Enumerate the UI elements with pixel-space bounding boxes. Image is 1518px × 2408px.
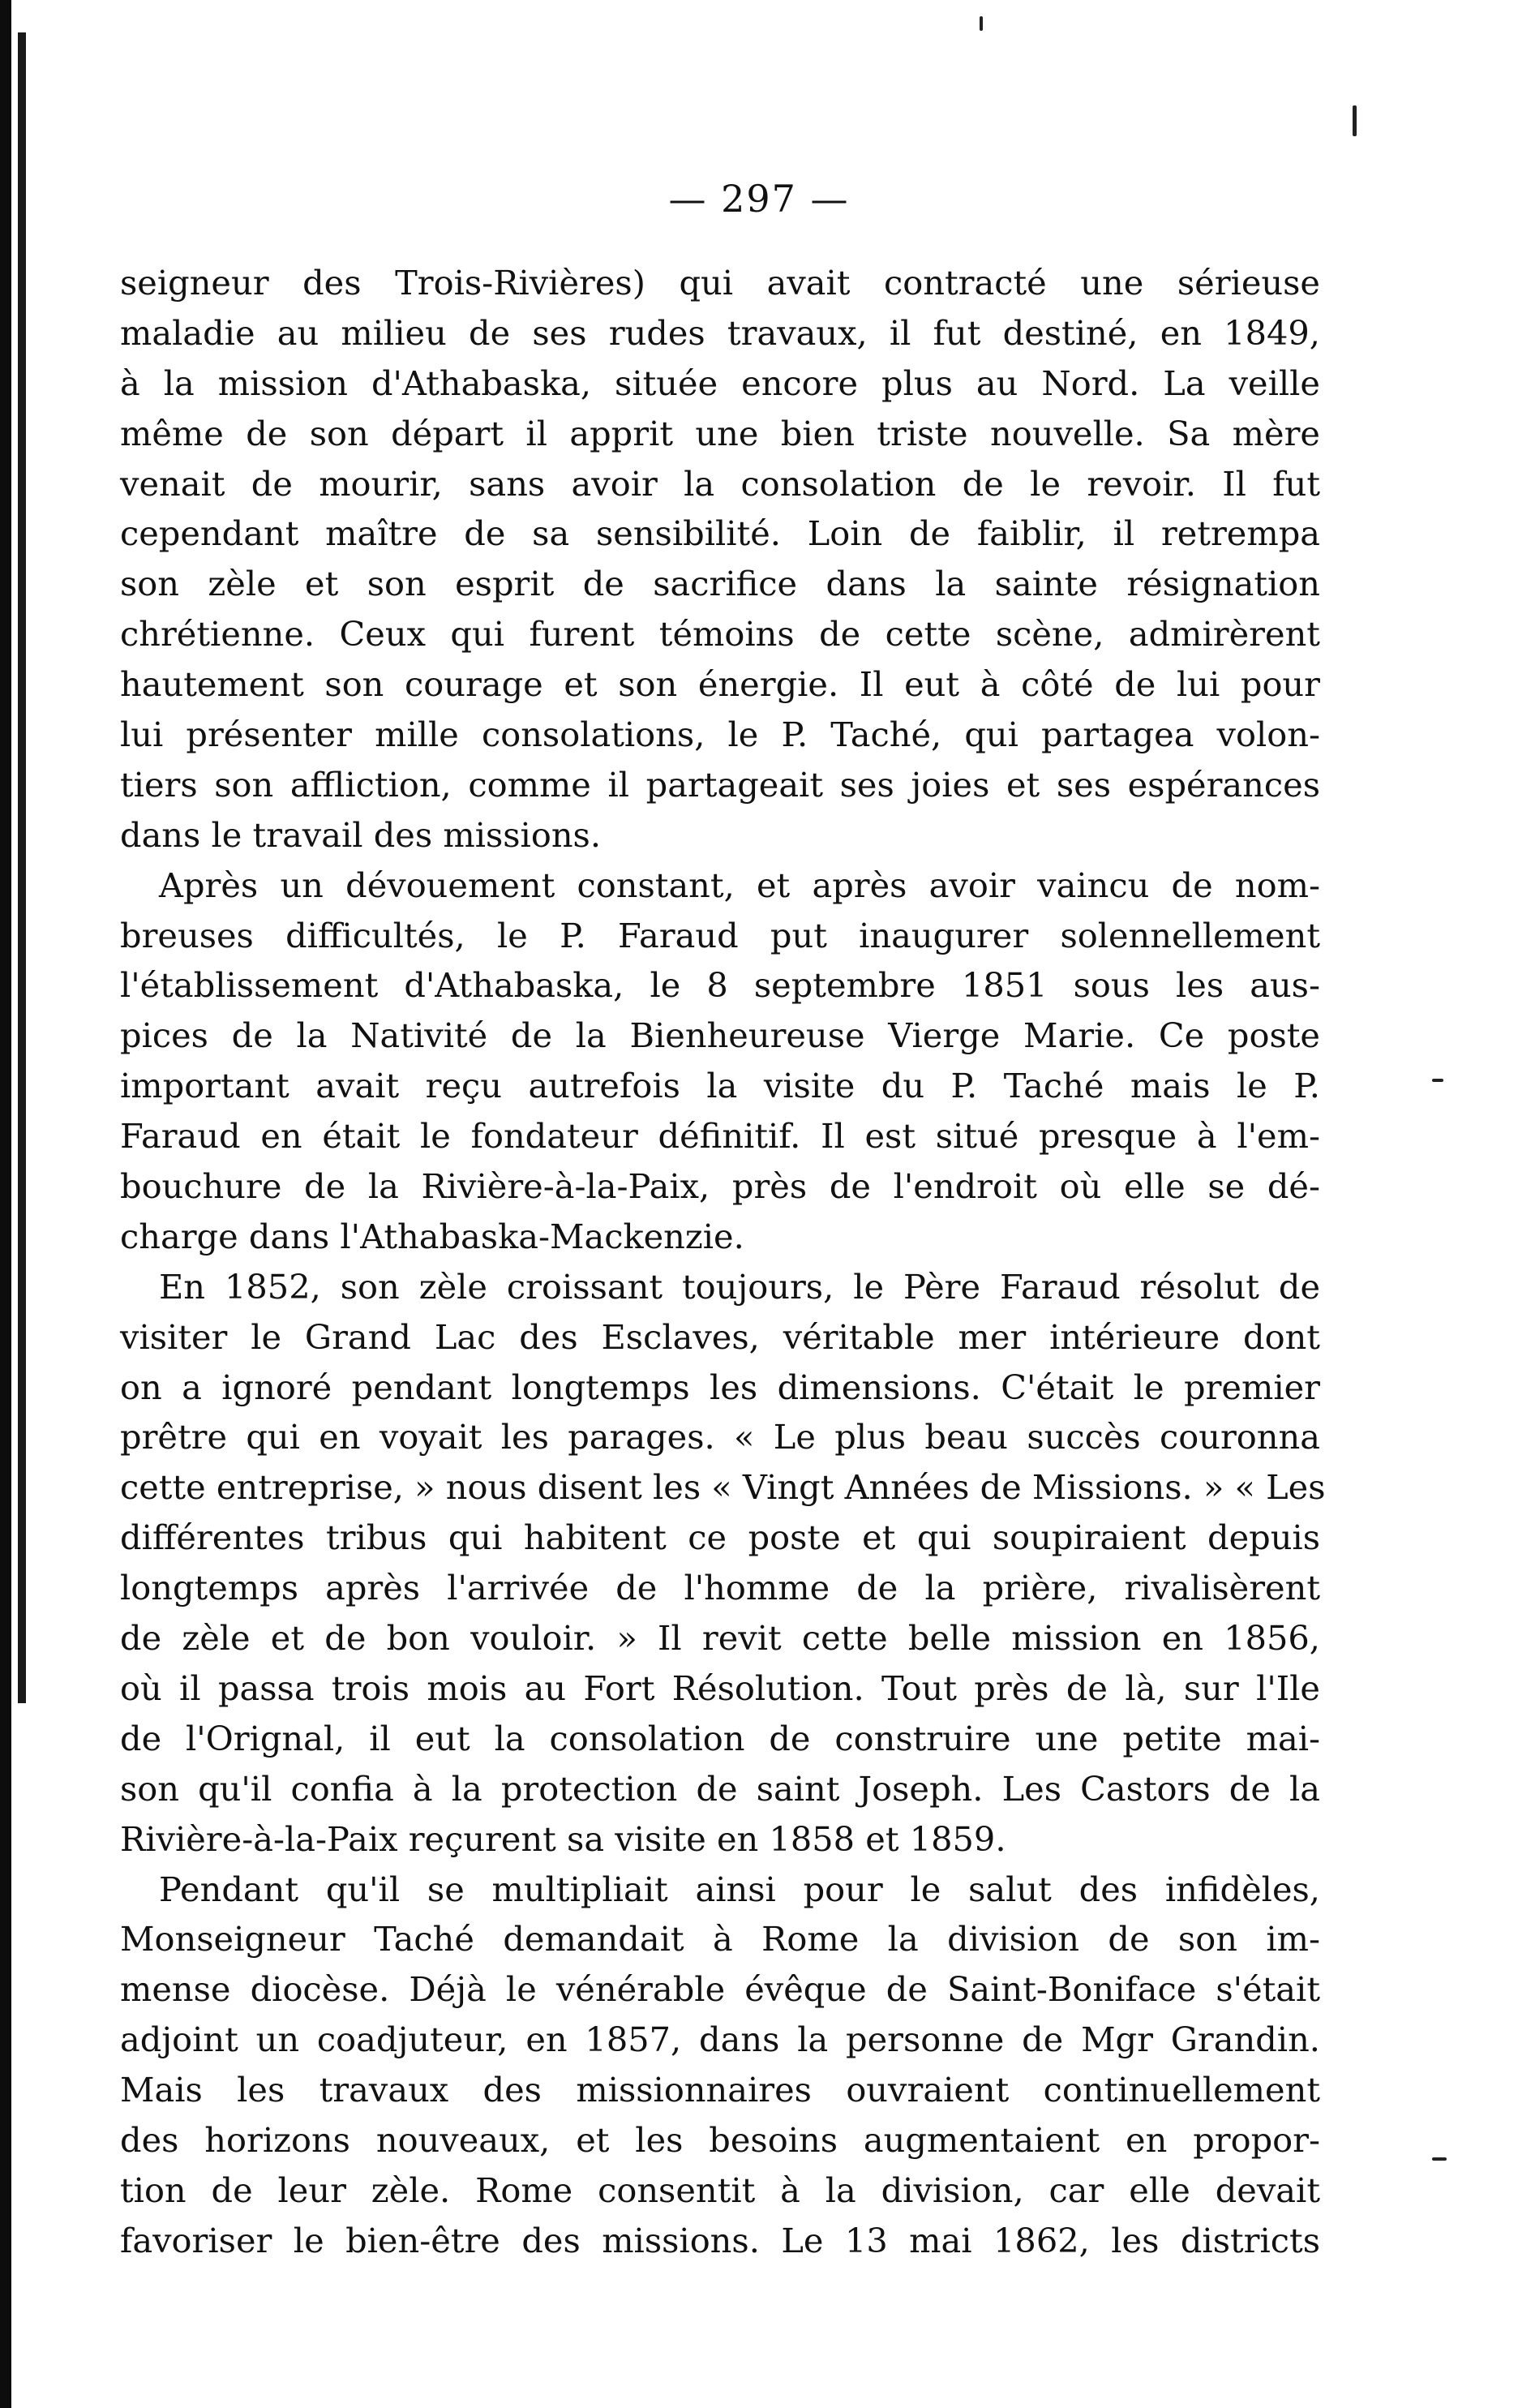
text-line: visiter le Grand Lac des Esclaves, véritable mer intérieure dont — [120, 1316, 1320, 1357]
text-line: lui présenter mille consolations, le P. Taché, qui partagea volon- — [120, 715, 1320, 755]
scan-speck — [1353, 105, 1357, 136]
paragraph — [120, 1262, 1326, 1865]
text-line: En 1852, son zèle croissant toujours, le Père Faraud résolut de — [159, 1266, 1320, 1307]
text-line: Mais les travaux des missionnaires ouvraient continuellement — [120, 2070, 1320, 2110]
text-line: tion de leur zèle. Rome consentit à la division, car elle devait — [120, 2170, 1320, 2210]
text-line: de l'Orignal, il eut la consolation de construire une petite mai- — [120, 1718, 1320, 1758]
scan-speck — [1432, 2157, 1447, 2161]
text-line: favoriser le bien-être des missions. Le 13 mai 1862, les districts — [120, 2220, 1320, 2260]
text-line: mense diocèse. Déjà le vénérable évêque de Saint-Boniface s'était — [120, 1969, 1320, 2010]
text-line: à la mission d'Athabaska, située encore plus au Nord. La veille — [120, 363, 1320, 403]
text-line: dans le travail des missions. — [120, 814, 602, 855]
text-line: son qu'il confia à la protection de saint Joseph. Les Castors de la — [120, 1768, 1320, 1809]
text-line: hautement son courage et son énergie. Il eut à côté de lui pour — [120, 664, 1320, 705]
text-line: l'établissement d'Athabaska, le 8 septembre 1851 sous les aus- — [120, 965, 1320, 1006]
text-line: maladie au milieu de ses rudes travaux, il fut destiné, en 1849, — [120, 312, 1320, 353]
text-line: différentes tribus qui habitent ce poste et qui soupiraient depuis — [120, 1517, 1320, 1558]
text-line: on a ignoré pendant longtemps les dimensions. C'était le premier — [120, 1367, 1320, 1407]
text-line: longtemps après l'arrivée de l'homme de la prière, rivalisèrent — [120, 1568, 1320, 1608]
text-line: breuses difficultés, le P. Faraud put inaugurer solennellement — [120, 915, 1320, 955]
text-line: Rivière-à-la-Paix reçurent sa visite en 1858 et 1859. — [120, 1818, 1006, 1859]
text-line: de zèle et de bon vouloir. » Il revit cette belle mission en 1856, — [120, 1618, 1320, 1659]
text-line: Après un dévouement constant, et après avoir vaincu de nom- — [159, 865, 1320, 905]
text-line: venait de mourir, sans avoir la consolation de le revoir. Il fut — [120, 463, 1320, 504]
text-line: charge dans l'Athabaska-Mackenzie. — [120, 1216, 744, 1256]
text-line: cependant maître de sa sensibilité. Loin de faiblir, il retrempa — [120, 513, 1320, 554]
text-line: cette entreprise, » nous disent les « Vingt Années de Missions. » « Les — [120, 1467, 1326, 1508]
text-line: seigneur des Trois-Rivières) qui avait contracté une sérieuse — [120, 263, 1320, 303]
text-line: son zèle et son esprit de sacrifice dans la sainte résignation — [120, 564, 1320, 604]
page-binding-shadow — [18, 32, 26, 1703]
text-line: chrétienne. Ceux qui furent témoins de cette scène, admirèrent — [120, 614, 1320, 655]
scan-speck — [1432, 1079, 1443, 1082]
text-line: pices de la Nativité de la Bienheureuse Vierge Marie. Ce poste — [120, 1015, 1320, 1056]
paragraph — [120, 861, 1320, 1262]
text-line: Faraud en était le fondateur définitif. Il est situé presque à l'em- — [120, 1116, 1320, 1157]
text-line: Pendant qu'il se multipliait ainsi pour le salut des infidèles, — [159, 1869, 1320, 1909]
text-line: où il passa trois mois au Fort Résolution. Tout près de là, sur l'Ile — [120, 1668, 1320, 1708]
page-binding-edge — [0, 0, 11, 2408]
paragraph — [120, 1865, 1320, 2266]
page-number: — 297 — — [668, 177, 850, 221]
text-line: bouchure de la Rivière-à-la-Paix, près de l'endroit où elle se dé- — [120, 1166, 1320, 1207]
paragraph — [120, 258, 1320, 861]
text-line: prêtre qui en voyait les parages. « Le plus beau succès couronna — [120, 1417, 1320, 1457]
text-line: important avait reçu autrefois la visite du P. Taché mais le P. — [120, 1066, 1320, 1106]
text-line: tiers son affliction, comme il partageait ses joies et ses espérances — [120, 764, 1320, 805]
text-line: des horizons nouveaux, et les besoins augmentaient en propor- — [120, 2119, 1320, 2160]
text-line: même de son départ il apprit une bien triste nouvelle. Sa mère — [120, 413, 1320, 453]
page-body — [120, 258, 1326, 2266]
scan-speck — [980, 16, 983, 31]
text-line: Monseigneur Taché demandait à Rome la division de son im- — [120, 1919, 1320, 1959]
text-line: adjoint un coadjuteur, en 1857, dans la personne de Mgr Grandin. — [120, 2020, 1320, 2060]
